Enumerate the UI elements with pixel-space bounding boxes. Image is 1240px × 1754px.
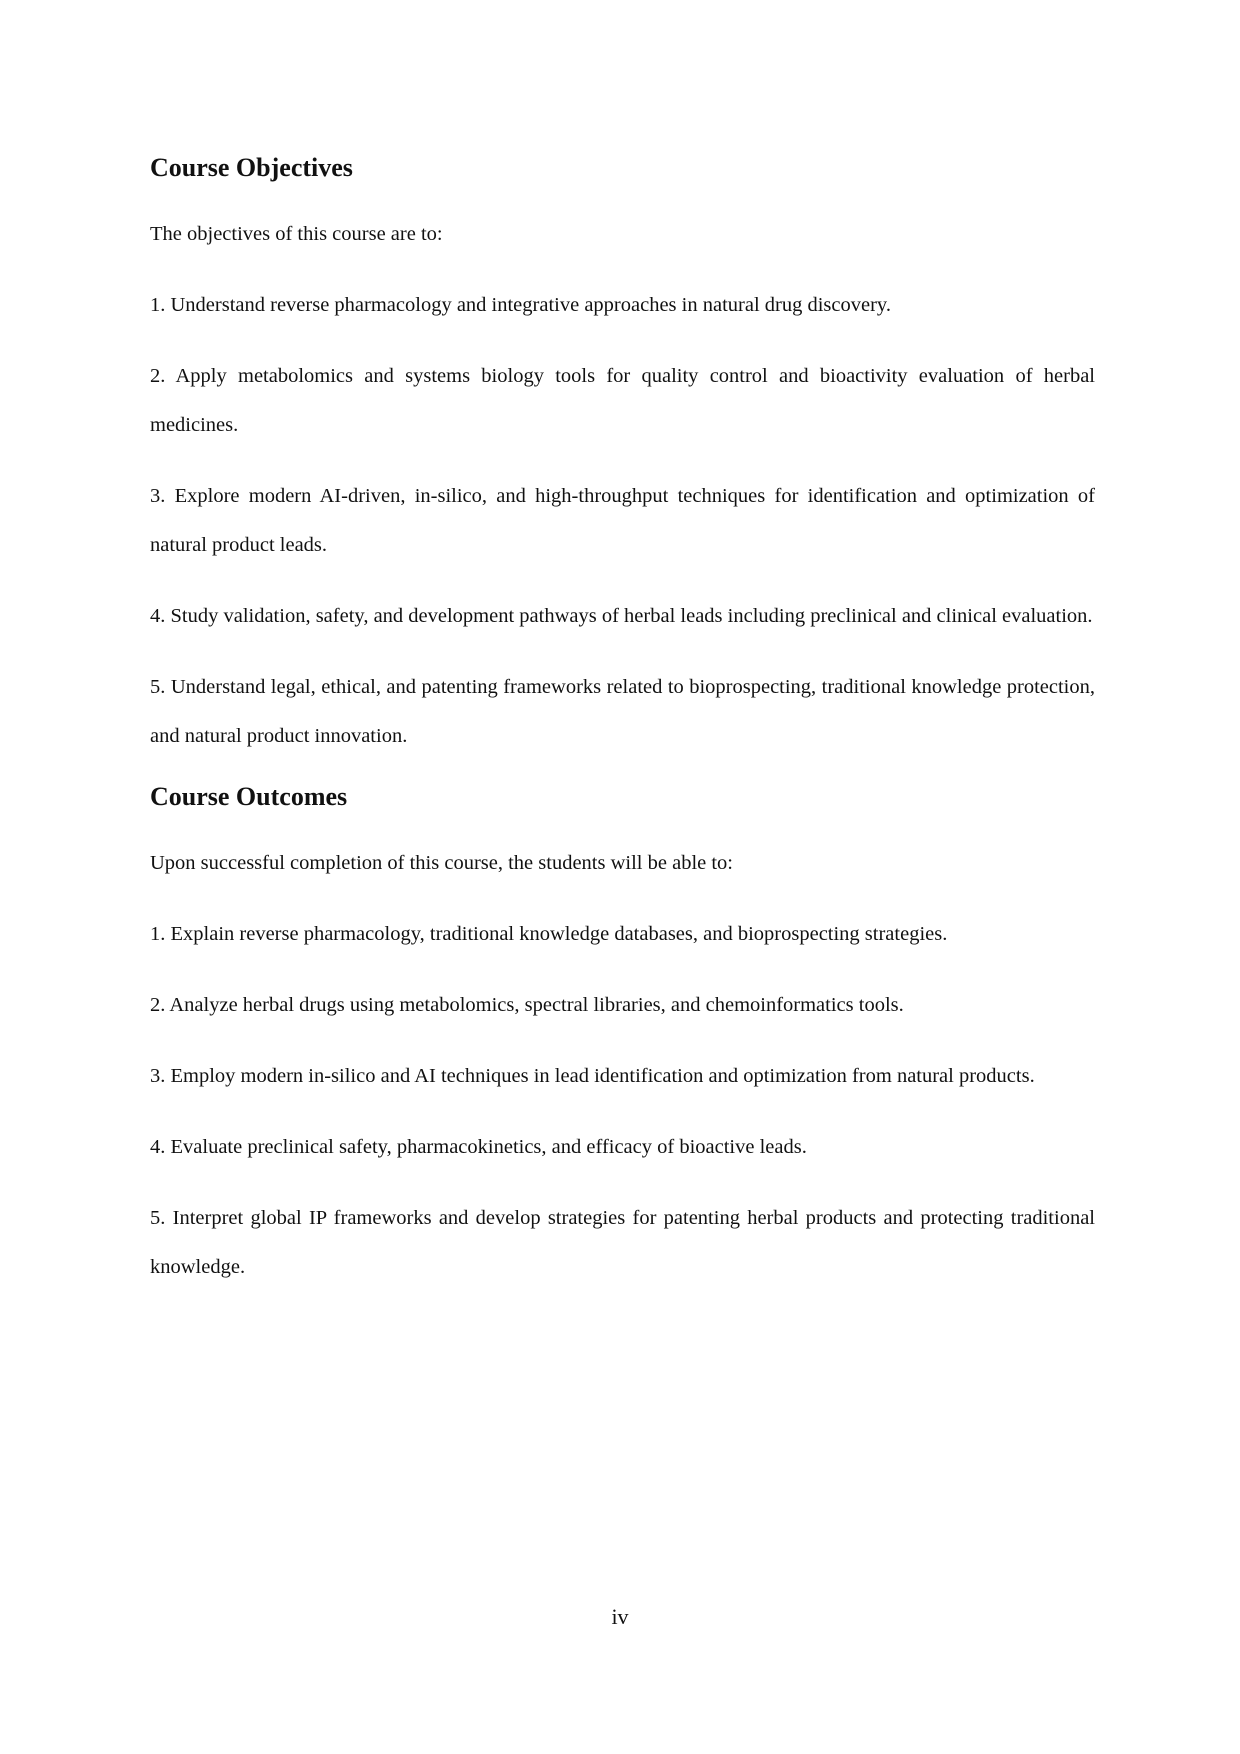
objective-item: 5. Understand legal, ethical, and patenting frameworks related to bioprospecting, traditional knowledge protection, and natural product innovation. bbox=[150, 676, 1095, 747]
outcome-item: 5. Interpret global IP frameworks and develop strategies for patenting herbal products and protecting traditional knowledge. bbox=[150, 1207, 1095, 1278]
outcomes-intro: Upon successful completion of this course, the students will be able to: bbox=[150, 852, 733, 874]
course-outcomes-heading: Course Outcomes bbox=[150, 782, 348, 811]
objective-item: 4. Study validation, safety, and development pathways of herbal leads including preclinical and clinical evaluation. bbox=[150, 605, 1093, 627]
objectives-intro: The objectives of this course are to: bbox=[150, 223, 443, 245]
course-outcomes-section bbox=[150, 777, 1095, 1292]
outcome-item: 2. Analyze herbal drugs using metabolomics, spectral libraries, and chemoinformatics tools. bbox=[150, 994, 904, 1016]
course-objectives-section bbox=[150, 148, 1095, 761]
objective-item: 1. Understand reverse pharmacology and integrative approaches in natural drug discovery. bbox=[150, 294, 891, 316]
outcome-item: 3. Employ modern in-silico and AI techniques in lead identification and optimization from natural products. bbox=[150, 1065, 1035, 1087]
page-number: iv bbox=[611, 1604, 629, 1629]
objective-item: 2. Apply metabolomics and systems biology tools for quality control and bioactivity evaluation of herbal medicines. bbox=[150, 365, 1095, 436]
outcome-item: 1. Explain reverse pharmacology, traditional knowledge databases, and bioprospecting strategies. bbox=[150, 923, 948, 945]
course-objectives-heading: Course Objectives bbox=[150, 153, 353, 182]
outcome-item: 4. Evaluate preclinical safety, pharmacokinetics, and efficacy of bioactive leads. bbox=[150, 1136, 807, 1158]
page-content bbox=[150, 148, 1095, 1292]
objective-item: 3. Explore modern AI-driven, in-silico, and high-throughput techniques for identification and optimization of natural product leads. bbox=[150, 485, 1095, 556]
